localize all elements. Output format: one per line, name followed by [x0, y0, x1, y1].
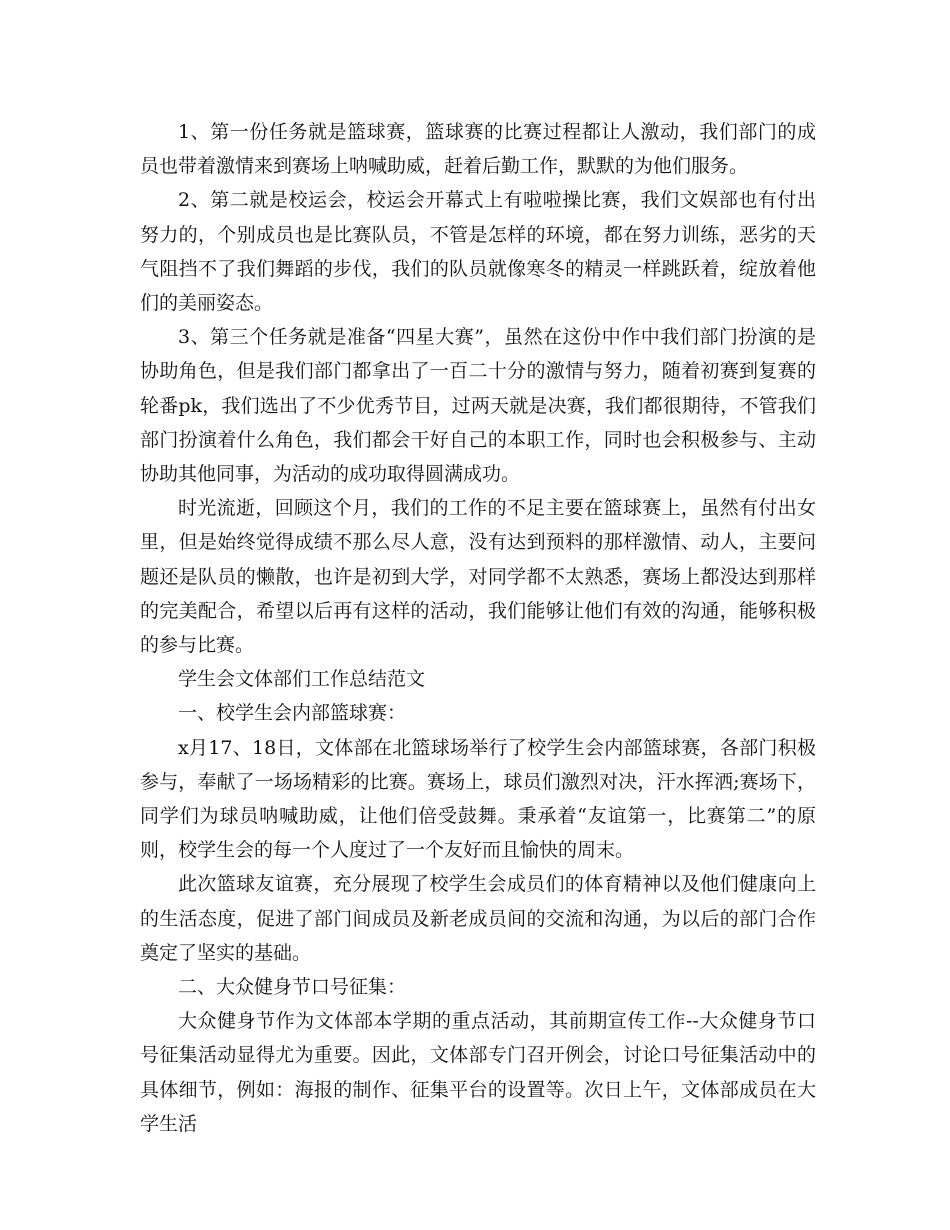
- heading-fitness-slogan: 二、大众健身节口号征集：: [178, 976, 407, 999]
- paragraph-review: 时光流逝，回顾这个月，我们的工作的不足主要在篮球赛上，虽然有付出女里，但是始终觉得成绩不那么尽人意，没有达到预料的那样激情、动人，主要问题还是队员的懒散，也许是初到大学，对同学都不太熟悉，赛场上都没达到那样的完美配合，希望以后再有这样的活动，我们能够让他们有效的沟通，能够积极的参与比赛。: [140, 497, 816, 657]
- document-body: [140, 115, 816, 1141]
- paragraph-task-1: 1、第一份任务就是篮球赛，篮球赛的比赛过程都让人激动，我们部门的成员也带着激情来到赛场上呐喊助威，赶着后勤工作，默默的为他们服务。: [140, 121, 816, 178]
- paragraph-basketball-summary: 此次篮球友谊赛，充分展现了校学生会成员们的体育精神以及他们健康向上的生活态度，促进了部门间成员及新老成员间的交流和沟通，为以后的部门合作奠定了坚实的基础。: [140, 873, 816, 964]
- section-title: 学生会文体部们工作总结范文: [178, 668, 426, 691]
- paragraph-basketball-event: x月17、18日，文体部在北篮球场举行了校学生会内部篮球赛，各部门积极参与，奉献了一场场精彩的比赛。赛场上，球员们激烈对决，汗水挥洒;赛场下，同学们为球员呐喊助威，让他们倍受鼓舞。秉承着“友谊第一，比赛第二”的原则，校学生会的每一个人度过了一个友好而且愉快的周末。: [140, 736, 816, 862]
- paragraph-fitness-slogan: 大众健身节作为文体部本学期的重点活动，其前期宣传工作--大众健身节口号征集活动显得尤为重要。因此，文体部专门召开例会，讨论口号征集活动中的具体细节，例如：海报的制作、征集平台的设置等。次日上午，文体部成员在大学生活: [140, 1010, 816, 1135]
- paragraph-task-3: 3、第三个任务就是准备“四星大赛”，虽然在这份中作中我们部门扮演的是协助角色，但是我们部门都拿出了一百二十分的激情与努力，随着初赛到复赛的轮番pk，我们选出了不少优秀节目，过两天就是决赛，我们都很期待，不管我们部门扮演着什么角色，我们都会干好自己的本职工作，同时也会积极参与、主动协助其他同事，为活动的成功取得圆满成功。: [140, 326, 816, 486]
- heading-basketball: 一、校学生会内部篮球赛：: [178, 702, 407, 725]
- paragraph-task-2: 2、第二就是校运会，校运会开幕式上有啦啦操比赛，我们文娱部也有付出努力的，个别成员也是比赛队员，不管是怎样的环境，都在努力训练，恶劣的天气阻挡不了我们舞蹈的步伐，我们的队员就像寒冬的精灵一样跳跃着，绽放着他们的美丽姿态。: [140, 189, 816, 315]
